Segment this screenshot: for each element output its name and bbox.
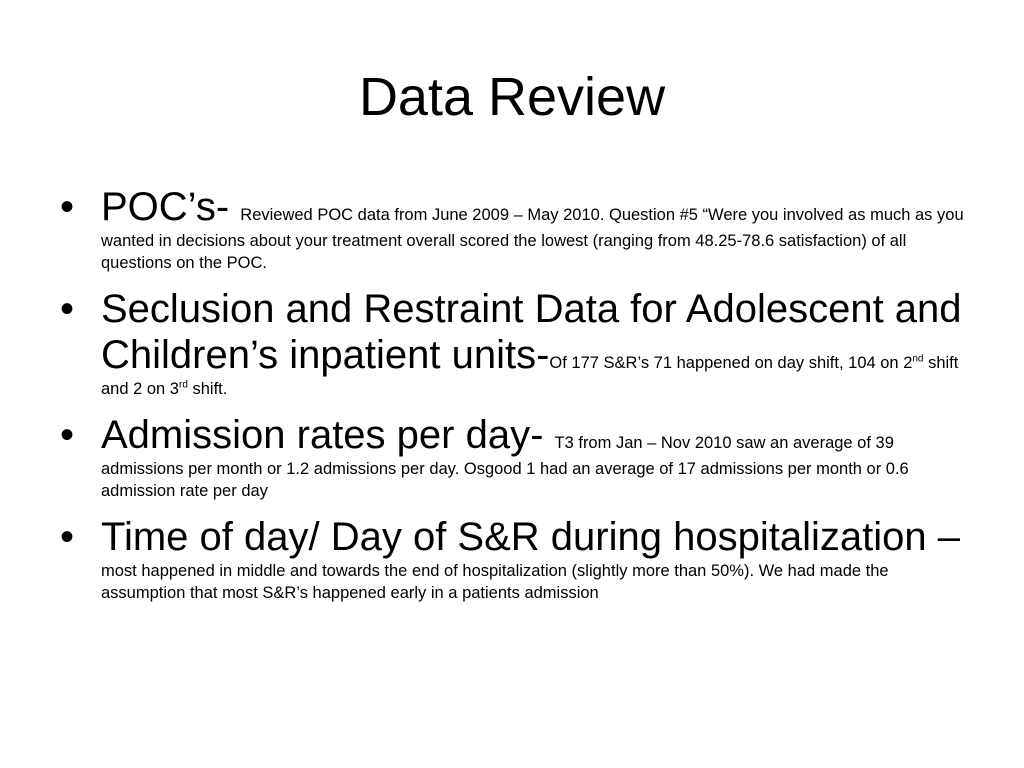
bullet-dot-icon: • <box>60 185 75 229</box>
bullet-text <box>101 286 972 400</box>
bullet-seclusion-restraint <box>60 286 972 400</box>
bullet-dot-icon: • <box>60 413 75 457</box>
bullet-lead: Admission rates per day- <box>101 413 555 457</box>
bullet-lead: Time of day/ Day of S&R during hospitalization – <box>101 515 960 559</box>
bullet-lead: Seclusion and Restraint Data for Adolescent and Children’s inpatient units- <box>101 287 962 377</box>
bullet-dot-icon: • <box>60 287 75 331</box>
bullet-text <box>101 514 972 604</box>
slide-title: Data Review <box>358 67 666 127</box>
bullet-detail: shift and 2 on 3 <box>101 354 959 398</box>
bullet-detail: 177 S&R’s 71 happened on day shift, 104 on 2 <box>566 354 913 372</box>
bullet-detail: Reviewed POC data from June 2009 – May 2010. Question #5 “Were you involved as much as you wanted in decisions about your treatment overall scored the lowest (ranging from 48.25-78.6 satisfaction) of all questions on the POC. <box>101 206 964 272</box>
bullet-poc <box>60 184 972 274</box>
bullet-admission-rates <box>60 412 972 502</box>
bullet-lead-tail: Of <box>549 354 567 372</box>
bullet-text <box>101 184 972 274</box>
bullet-list <box>60 184 972 616</box>
bullet-detail: T3 from Jan – Nov 2010 saw an average of 39 admissions per month or 1.2 admissions per day. Osgood 1 had an average of 17 admissions per month or 0.6 admission rate per day <box>101 434 909 500</box>
ordinal-suffix: nd <box>912 353 924 365</box>
bullet-text <box>101 412 972 502</box>
ordinal-suffix: rd <box>179 379 188 391</box>
bullet-time-of-day <box>60 514 972 604</box>
bullet-lead: POC’s- <box>101 185 241 229</box>
bullet-dot-icon: • <box>60 515 75 559</box>
bullet-detail: most happened in middle and towards the end of hospitalization (slightly more than 50%). We had made the assumption that most S&R’s happened early in a patients admission <box>101 562 889 602</box>
bullet-detail: shift. <box>187 380 228 398</box>
